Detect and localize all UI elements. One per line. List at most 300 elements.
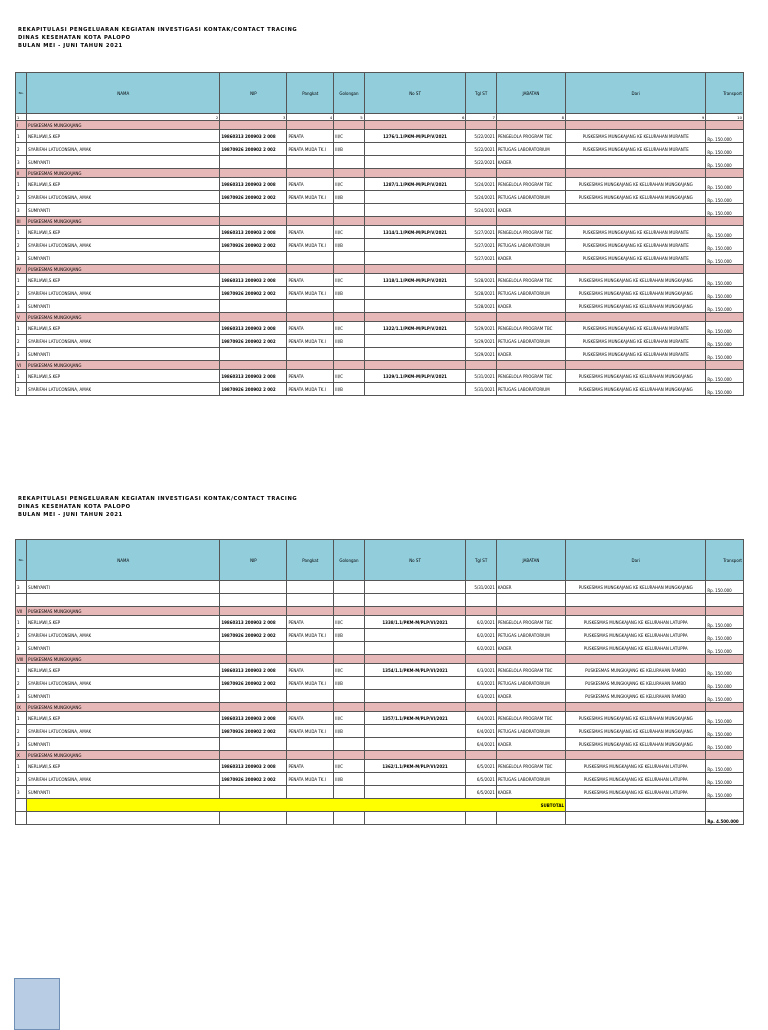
transport-amount: Rp. 150.000 — [706, 335, 744, 348]
trip-route: PUSKESMAS MUNGKAJANG KE KELURAHAN LATUPPA — [566, 786, 706, 799]
row-number: 2 — [16, 725, 27, 738]
group-row — [16, 361, 744, 370]
employee-nip: 19870926 200902 2 002 — [220, 335, 287, 348]
employee-nip: 19860313 200903 2 008 — [220, 274, 287, 287]
group-empty-cell — [496, 703, 565, 712]
empty-cell — [334, 594, 365, 607]
employee-name: SYARIFAH LATUCONSINA, AMAK — [27, 239, 220, 252]
group-empty-cell — [566, 217, 706, 226]
group-empty-cell — [706, 121, 744, 130]
table-row — [16, 239, 744, 252]
employee-grade — [334, 642, 365, 655]
employee-position: KADER — [496, 252, 565, 265]
row-number: 2 — [16, 191, 27, 204]
group-number: IX — [16, 703, 27, 712]
group-empty-cell — [220, 121, 287, 130]
employee-name: SYARIFAH LATUCONSINA, AMAK — [27, 335, 220, 348]
group-empty-cell — [334, 265, 365, 274]
employee-grade — [334, 204, 365, 217]
table-row — [16, 725, 744, 738]
group-empty-cell — [466, 607, 497, 616]
employee-rank: PENATA MUDA TK.I — [287, 191, 334, 204]
transport-amount: Rp. 150.000 — [706, 239, 744, 252]
table-row — [16, 786, 744, 799]
col-jabatan-header: JABATAN — [496, 73, 565, 114]
assignment-letter-number: 1354/1.1/PKM-M/PLP/VI/2021 — [364, 664, 466, 677]
assignment-letter-number: 1287/1.1/PKM-M/PLP/V/2021 — [364, 178, 466, 191]
employee-nip — [220, 300, 287, 313]
employee-nip: 19860313 200903 2 008 — [220, 178, 287, 191]
row-number: 2 — [16, 677, 27, 690]
group-row — [16, 313, 744, 322]
employee-grade: III/B — [334, 773, 365, 786]
row-number: 2 — [16, 287, 27, 300]
column-number: 5 — [334, 114, 365, 121]
employee-position: KADER — [496, 300, 565, 313]
trip-route: PUSKESMAS MUNGKAJANG KE KELURAHAN MUNGKAJANG — [566, 581, 706, 594]
blank-row — [16, 594, 744, 607]
employee-nip — [220, 786, 287, 799]
group-empty-cell — [287, 607, 334, 616]
transport-amount: Rp. 150.000 — [706, 760, 744, 773]
group-empty-cell — [706, 703, 744, 712]
employee-rank: PENATA — [287, 760, 334, 773]
assignment-date: 5/29/2021 — [466, 335, 497, 348]
report-period: BULAN MEI - JUNI TAHUN 2021 — [18, 512, 123, 518]
total-amount: Rp. 4.500.000 — [706, 812, 744, 825]
group-name: PUSKESMAS MUNGKAJANG — [27, 313, 220, 322]
group-empty-cell — [496, 169, 565, 178]
employee-name: SUMIYANTI — [27, 156, 220, 169]
document-header-2 — [18, 495, 297, 519]
table-row — [16, 156, 744, 169]
employee-rank: PENATA — [287, 712, 334, 725]
trip-route: PUSKESMAS MUNGKAJANG KE KELURAHAN MUNGKAJANG — [566, 178, 706, 191]
employee-position: PENGELOLA PROGRAM TBC — [496, 130, 565, 143]
group-empty-cell — [287, 217, 334, 226]
transport-amount: Rp. 150.000 — [706, 738, 744, 751]
transport-amount: Rp. 150.000 — [706, 156, 744, 169]
employee-grade: III/B — [334, 143, 365, 156]
employee-position: KADER — [496, 204, 565, 217]
employee-nip: 19860313 200903 2 008 — [220, 712, 287, 725]
employee-grade: III/B — [334, 287, 365, 300]
group-empty-cell — [287, 703, 334, 712]
employee-nip: 19860313 200903 2 008 — [220, 664, 287, 677]
assignment-letter-number — [364, 642, 466, 655]
group-empty-cell — [334, 169, 365, 178]
trip-route: PUSKESMAS MUNGKAJANG KE KELURAHAN MUNGKAJANG — [566, 300, 706, 313]
group-row — [16, 607, 744, 616]
employee-name: NERLIAWI,S.KEP — [27, 616, 220, 629]
group-number: X — [16, 751, 27, 760]
table-row — [16, 226, 744, 239]
column-number: 6 — [364, 114, 466, 121]
employee-name: NERLIAWI,S.KEP — [27, 178, 220, 191]
row-number: 1 — [16, 664, 27, 677]
trip-route: PUSKESMAS MUNGKAJANG KE KELURAHAN MURANTE — [566, 130, 706, 143]
group-empty-cell — [466, 265, 497, 274]
employee-name: NERLIAWI,S.KEP — [27, 370, 220, 383]
transport-amount: Rp. 150.000 — [706, 370, 744, 383]
assignment-letter-number: 1276/1.1/PKM-M/PLP/V/2021 — [364, 130, 466, 143]
assignment-letter-number — [364, 725, 466, 738]
employee-rank: PENATA MUDA TK.I — [287, 143, 334, 156]
assignment-date: 6/4/2021 — [466, 738, 497, 751]
row-number: 1 — [16, 178, 27, 191]
employee-name: SYARIFAH LATUCONSINA, AMAK — [27, 191, 220, 204]
empty-cell — [566, 812, 706, 825]
transport-amount: Rp. 150.000 — [706, 300, 744, 313]
group-name: PUSKESMAS MUNGKAJANG — [27, 361, 220, 370]
empty-cell — [287, 812, 334, 825]
employee-name: SYARIFAH LATUCONSINA, AMAK — [27, 629, 220, 642]
employee-nip — [220, 738, 287, 751]
group-empty-cell — [496, 751, 565, 760]
trip-route: PUSKESMAS MUNGKAJANG KE KELURAHAN MURANTE — [566, 348, 706, 361]
trip-route: PUSKESMAS MUNGKAJANG KE KELURAHAN RAMBO — [566, 690, 706, 703]
employee-name: NERLIAWI,S.KEP — [27, 130, 220, 143]
transport-amount: Rp. 150.000 — [706, 178, 744, 191]
employee-grade: III/B — [334, 191, 365, 204]
group-name: PUSKESMAS MUNGKAJANG — [27, 751, 220, 760]
assignment-letter-number — [364, 581, 466, 594]
group-empty-cell — [466, 703, 497, 712]
employee-nip: 19860313 200903 2 008 — [220, 322, 287, 335]
group-empty-cell — [466, 361, 497, 370]
employee-nip: 19860313 200903 2 008 — [220, 616, 287, 629]
empty-cell — [16, 812, 27, 825]
employee-rank — [287, 300, 334, 313]
group-empty-cell — [496, 265, 565, 274]
group-empty-cell — [706, 217, 744, 226]
employee-nip: 19870926 200902 2 002 — [220, 191, 287, 204]
empty-cell — [16, 799, 27, 812]
group-empty-cell — [220, 751, 287, 760]
employee-grade: III/B — [334, 629, 365, 642]
column-number: 10 — [706, 114, 744, 121]
group-empty-cell — [364, 703, 466, 712]
assignment-letter-number — [364, 738, 466, 751]
group-empty-cell — [466, 751, 497, 760]
employee-nip: 19870926 200902 2 002 — [220, 143, 287, 156]
trip-route: PUSKESMAS MUNGKAJANG KE KELURAHAN LATUPPA — [566, 616, 706, 629]
group-empty-cell — [364, 265, 466, 274]
employee-name: NERLIAWI,S.KEP — [27, 226, 220, 239]
employee-position: PENGELOLA PROGRAM TBC — [496, 322, 565, 335]
employee-grade: III/C — [334, 274, 365, 287]
assignment-letter-number — [364, 287, 466, 300]
group-empty-cell — [706, 361, 744, 370]
row-number: 2 — [16, 143, 27, 156]
col-dari-header: Dari — [566, 540, 706, 581]
group-name: PUSKESMAS MUNGKAJANG — [27, 217, 220, 226]
group-name: PUSKESMAS MUNGKAJANG — [27, 703, 220, 712]
col-nama-header: NAMA — [27, 73, 220, 114]
group-empty-cell — [334, 361, 365, 370]
employee-grade: III/B — [334, 677, 365, 690]
assignment-date: 5/27/2021 — [466, 239, 497, 252]
employee-name: SUMIYANTI — [27, 738, 220, 751]
employee-position: KADER — [496, 581, 565, 594]
transport-amount: Rp. 150.000 — [706, 677, 744, 690]
employee-rank — [287, 348, 334, 361]
employee-position: PETUGAS LABORATORIUM — [496, 383, 565, 396]
assignment-letter-number: 1362/1.1/PKM-M/PLP/VI/2021 — [364, 760, 466, 773]
employee-nip — [220, 642, 287, 655]
table-row — [16, 760, 744, 773]
row-number: 3 — [16, 252, 27, 265]
assignment-letter-number — [364, 773, 466, 786]
group-row — [16, 703, 744, 712]
row-number: 3 — [16, 738, 27, 751]
employee-nip — [220, 348, 287, 361]
employee-name: SUMIYANTI — [27, 348, 220, 361]
employee-position: KADER — [496, 786, 565, 799]
empty-cell — [287, 594, 334, 607]
assignment-date: 6/2/2021 — [466, 642, 497, 655]
empty-cell — [496, 812, 565, 825]
employee-rank: PENATA MUDA TK.I — [287, 239, 334, 252]
group-empty-cell — [566, 361, 706, 370]
employee-rank: PENATA — [287, 616, 334, 629]
agency-name: DINAS KESEHATAN KOTA PALOPO — [18, 35, 131, 41]
transport-amount: Rp. 150.000 — [706, 642, 744, 655]
col-nip-header: NIP — [220, 540, 287, 581]
employee-rank — [287, 252, 334, 265]
employee-grade: III/C — [334, 130, 365, 143]
table-row — [16, 143, 744, 156]
group-name: PUSKESMAS MUNGKAJANG — [27, 169, 220, 178]
employee-name: SUMIYANTI — [27, 581, 220, 594]
employee-grade — [334, 581, 365, 594]
assignment-letter-number: 1357/1.1/PKM-M/PLP/VI/2021 — [364, 712, 466, 725]
table-row — [16, 629, 744, 642]
group-empty-cell — [287, 655, 334, 664]
group-name: PUSKESMAS MUNGKAJANG — [27, 655, 220, 664]
row-number: 3 — [16, 581, 27, 594]
assignment-date: 5/27/2021 — [466, 226, 497, 239]
employee-name: SUMIYANTI — [27, 204, 220, 217]
transport-amount: Rp. 150.000 — [706, 252, 744, 265]
assignment-date: 6/5/2021 — [466, 773, 497, 786]
column-header-row — [16, 73, 744, 114]
employee-grade: III/C — [334, 322, 365, 335]
empty-cell — [466, 812, 497, 825]
employee-rank: PENATA — [287, 130, 334, 143]
empty-cell — [364, 812, 466, 825]
assignment-date: 6/3/2021 — [466, 664, 497, 677]
group-empty-cell — [220, 217, 287, 226]
agency-name: DINAS KESEHATAN KOTA PALOPO — [18, 504, 131, 510]
assignment-letter-number — [364, 690, 466, 703]
col-transport-header: Transport — [706, 540, 744, 581]
group-row — [16, 751, 744, 760]
employee-name: NERLIAWI,S.KEP — [27, 712, 220, 725]
transport-amount: Rp. 150.000 — [706, 629, 744, 642]
row-number: 1 — [16, 226, 27, 239]
transport-amount: Rp. 150.000 — [706, 191, 744, 204]
transport-amount: Rp. 150.000 — [706, 712, 744, 725]
group-empty-cell — [334, 217, 365, 226]
transport-amount: Rp. 150.000 — [706, 348, 744, 361]
report-period: BULAN MEI - JUNI TAHUN 2021 — [18, 43, 123, 49]
employee-name: SYARIFAH LATUCONSINA, AMAK — [27, 287, 220, 300]
group-name: PUSKESMAS MUNGKAJANG — [27, 607, 220, 616]
assignment-letter-number — [364, 629, 466, 642]
employee-rank — [287, 156, 334, 169]
assignment-date: 5/31/2021 — [466, 370, 497, 383]
col-no-st-header: No ST — [364, 540, 466, 581]
group-empty-cell — [496, 361, 565, 370]
assignment-letter-number: 1314/1.1/PKM-M/PLP/V/2021 — [364, 226, 466, 239]
transport-amount: Rp. 150.000 — [706, 322, 744, 335]
row-number: 3 — [16, 348, 27, 361]
group-empty-cell — [287, 313, 334, 322]
column-number: 4 — [287, 114, 334, 121]
transport-amount: Rp. 150.000 — [706, 690, 744, 703]
employee-rank — [287, 642, 334, 655]
trip-route: PUSKESMAS MUNGKAJANG KE KELURAHAN MUNGKAJANG — [566, 383, 706, 396]
group-empty-cell — [220, 703, 287, 712]
group-empty-cell — [364, 121, 466, 130]
table-row — [16, 300, 744, 313]
total-row — [16, 812, 744, 825]
transport-amount: Rp. 150.000 — [706, 274, 744, 287]
group-empty-cell — [706, 169, 744, 178]
transport-amount: Rp. 150.000 — [706, 581, 744, 594]
assignment-letter-number — [364, 204, 466, 217]
assignment-letter-number — [364, 156, 466, 169]
employee-nip: 19870926 200902 2 002 — [220, 773, 287, 786]
row-number: 2 — [16, 383, 27, 396]
transport-amount: Rp. 150.000 — [706, 383, 744, 396]
table-row — [16, 642, 744, 655]
assignment-date: 6/2/2021 — [466, 616, 497, 629]
assignment-date: 6/4/2021 — [466, 725, 497, 738]
group-empty-cell — [496, 217, 565, 226]
assignment-date: 6/3/2021 — [466, 690, 497, 703]
group-name: PUSKESMAS MUNGKAJANG — [27, 265, 220, 274]
employee-rank: PENATA — [287, 322, 334, 335]
trip-route: PUSKESMAS MUNGKAJANG KE KELURAHAN RAMBO — [566, 677, 706, 690]
assignment-date: 5/27/2021 — [466, 252, 497, 265]
col-no-header: No. — [16, 540, 27, 581]
group-number: VIII — [16, 655, 27, 664]
group-empty-cell — [364, 751, 466, 760]
group-number: I — [16, 121, 27, 130]
empty-cell — [466, 594, 497, 607]
trip-route: PUSKESMAS MUNGKAJANG KE KELURAHAN LATUPPA — [566, 642, 706, 655]
assignment-date: 5/31/2021 — [466, 383, 497, 396]
employee-position: PENGELOLA PROGRAM TBC — [496, 616, 565, 629]
employee-rank — [287, 786, 334, 799]
trip-route — [566, 204, 706, 217]
column-number: 7 — [466, 114, 497, 121]
employee-position: PENGELOLA PROGRAM TBC — [496, 274, 565, 287]
employee-position: PETUGAS LABORATORIUM — [496, 773, 565, 786]
assignment-letter-number: 1338/1.1/PKM-M/PLP/VI/2021 — [364, 616, 466, 629]
column-number-row — [16, 114, 744, 121]
employee-position: PENGELOLA PROGRAM TBC — [496, 226, 565, 239]
assignment-date: 5/28/2021 — [466, 287, 497, 300]
employee-rank: PENATA MUDA TK.I — [287, 677, 334, 690]
row-number: 1 — [16, 130, 27, 143]
assignment-letter-number — [364, 677, 466, 690]
empty-cell — [334, 812, 365, 825]
employee-grade: III/C — [334, 712, 365, 725]
employee-position: KADER — [496, 738, 565, 751]
table-row — [16, 178, 744, 191]
group-empty-cell — [334, 313, 365, 322]
group-empty-cell — [706, 607, 744, 616]
assignment-letter-number: 1329/1.1/PKM-M/PLP/V/2021 — [364, 370, 466, 383]
transport-amount: Rp. 150.000 — [706, 773, 744, 786]
group-empty-cell — [220, 313, 287, 322]
employee-grade: III/B — [334, 725, 365, 738]
table-row — [16, 130, 744, 143]
employee-grade — [334, 738, 365, 751]
expense-table-1 — [15, 72, 744, 396]
subtotal-label: SUBTOTAL — [27, 799, 566, 812]
employee-grade — [334, 300, 365, 313]
group-empty-cell — [334, 703, 365, 712]
group-empty-cell — [220, 361, 287, 370]
row-number: 3 — [16, 156, 27, 169]
column-number: 8 — [496, 114, 565, 121]
group-empty-cell — [287, 361, 334, 370]
group-number: VII — [16, 607, 27, 616]
employee-position: PENGELOLA PROGRAM TBC — [496, 712, 565, 725]
trip-route: PUSKESMAS MUNGKAJANG KE KELURAHAN MURANTE — [566, 252, 706, 265]
employee-nip — [220, 252, 287, 265]
employee-nip: 19860313 200903 2 008 — [220, 760, 287, 773]
group-empty-cell — [566, 703, 706, 712]
empty-cell — [706, 799, 744, 812]
employee-rank: PENATA — [287, 664, 334, 677]
employee-nip: 19860313 200903 2 008 — [220, 226, 287, 239]
assignment-date: 5/24/2021 — [466, 178, 497, 191]
transport-amount: Rp. 150.000 — [706, 204, 744, 217]
group-empty-cell — [220, 265, 287, 274]
empty-cell — [27, 812, 220, 825]
transport-amount: Rp. 150.000 — [706, 226, 744, 239]
group-empty-cell — [466, 655, 497, 664]
table-row — [16, 773, 744, 786]
col-golongan-header: Golongan — [334, 540, 365, 581]
table-row — [16, 738, 744, 751]
group-empty-cell — [496, 313, 565, 322]
employee-name: SYARIFAH LATUCONSINA, AMAK — [27, 725, 220, 738]
table-row — [16, 690, 744, 703]
employee-grade: III/B — [334, 383, 365, 396]
empty-cell — [566, 799, 706, 812]
table-row — [16, 335, 744, 348]
group-empty-cell — [287, 751, 334, 760]
group-row — [16, 655, 744, 664]
group-empty-cell — [496, 607, 565, 616]
group-number: V — [16, 313, 27, 322]
row-number: 3 — [16, 786, 27, 799]
employee-rank: PENATA — [287, 274, 334, 287]
assignment-date: 5/24/2021 — [466, 191, 497, 204]
employee-position: PETUGAS LABORATORIUM — [496, 191, 565, 204]
group-row — [16, 169, 744, 178]
trip-route: PUSKESMAS MUNGKAJANG KE KELURAHAN MURANTE — [566, 226, 706, 239]
empty-cell — [16, 594, 27, 607]
trip-route: PUSKESMAS MUNGKAJANG KE KELURAHAN MUNGKAJANG — [566, 370, 706, 383]
empty-cell — [364, 594, 466, 607]
